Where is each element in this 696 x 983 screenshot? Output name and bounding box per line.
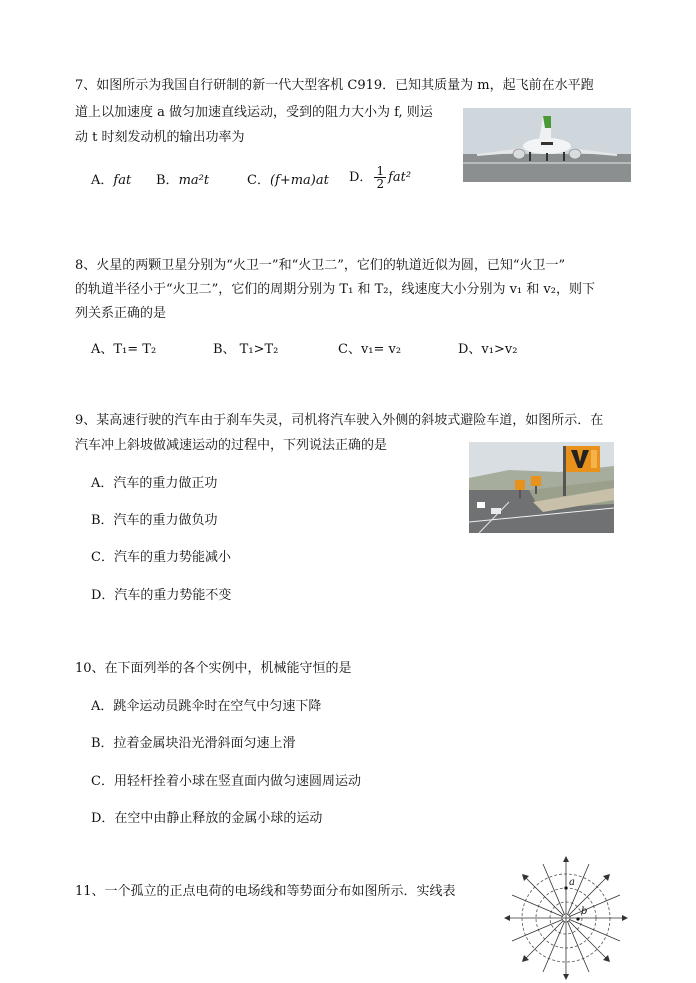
q9-line-2: 汽车冲上斜坡做减速运动的过程中，下列说法正确的是 bbox=[75, 438, 388, 453]
q7-option-b-text: ma²t bbox=[178, 173, 210, 188]
q8-line-1: 8、火星的两颗卫星分别为“火卫一”和“火卫二”，它们的轨道近似为圆，已知“火卫一” bbox=[75, 258, 566, 273]
escape-ramp-image bbox=[469, 442, 614, 533]
q8-option-b: B、 T₁>T₂ bbox=[213, 342, 279, 357]
q7-option-c-label: C． bbox=[247, 173, 270, 188]
q7-line-2: 道上以加速度 a 做匀加速直线运动，受到的阻力大小为 f, 则运 bbox=[75, 105, 433, 120]
q9-option-b: B．汽车的重力做负功 bbox=[91, 513, 218, 528]
q8-option-c: C、v₁= v₂ bbox=[338, 342, 402, 357]
q7-option-b bbox=[156, 172, 209, 190]
q8-line-3: 列关系正确的是 bbox=[75, 306, 167, 321]
q7-option-c bbox=[247, 172, 329, 190]
q8-option-a: A、T₁= T₂ bbox=[91, 342, 157, 357]
q9-line-1: 9、某高速行驶的汽车由于刹车失灵，司机将汽车驶入外侧的斜坡式避险车道，如图所示．在 bbox=[75, 413, 604, 428]
q7-option-d-label: D． bbox=[349, 170, 373, 185]
fraction-denominator: 2 bbox=[376, 177, 385, 191]
q7-option-c-text: (f+ma)at bbox=[269, 173, 329, 188]
q7-line-1: 7、如图所示为我国自行研制的新一代大型客机 C919．已知其质量为 m，起飞前在水平跑 bbox=[75, 78, 594, 93]
q9-option-d: D．汽车的重力势能不变 bbox=[91, 588, 232, 603]
q11-line-1: 11、一个孤立的正点电荷的电场线和等势面分布如图所示．实线表 bbox=[75, 884, 456, 899]
q7-option-a bbox=[91, 172, 131, 190]
q10-line-1: 10、在下面列举的各个实例中，机械能守恒的是 bbox=[75, 661, 352, 676]
point-b-label: b bbox=[581, 906, 588, 917]
c919-aircraft-image bbox=[463, 108, 631, 182]
q7-option-b-label: B． bbox=[156, 173, 179, 188]
q10-option-d: D．在空中由静止释放的金属小球的运动 bbox=[91, 811, 323, 826]
fraction-numerator: 1 bbox=[376, 164, 385, 178]
q7-option-a-text: fat bbox=[113, 173, 132, 188]
q10-option-a: A．跳伞运动员跳伞时在空气中匀速下降 bbox=[91, 699, 322, 714]
q7-line-3: 动 t 时刻发动机的输出功率为 bbox=[75, 130, 245, 145]
q8-line-2: 的轨道半径小于“火卫二”，它们的周期分别为 T₁ 和 T₂，线速度大小分别为 v₁ 和 v₂，则下 bbox=[75, 282, 595, 297]
q7-option-a-label: A． bbox=[91, 173, 114, 188]
q10-option-c: C．用轻杆拴着小球在竖直面内做匀速圆周运动 bbox=[91, 774, 361, 789]
electric-field-diagram bbox=[504, 856, 639, 981]
q9-option-a: A．汽车的重力做正功 bbox=[91, 476, 218, 491]
q8-option-d: D、v₁>v₂ bbox=[458, 342, 518, 357]
fraction-one-half bbox=[374, 165, 386, 190]
q9-option-c: C．汽车的重力势能减小 bbox=[91, 550, 231, 565]
q7-option-d bbox=[349, 165, 411, 190]
q7-option-d-text: fat² bbox=[388, 170, 412, 185]
point-a-label: a bbox=[569, 877, 575, 888]
q10-option-b: B．拉着金属块沿光滑斜面匀速上滑 bbox=[91, 736, 296, 751]
